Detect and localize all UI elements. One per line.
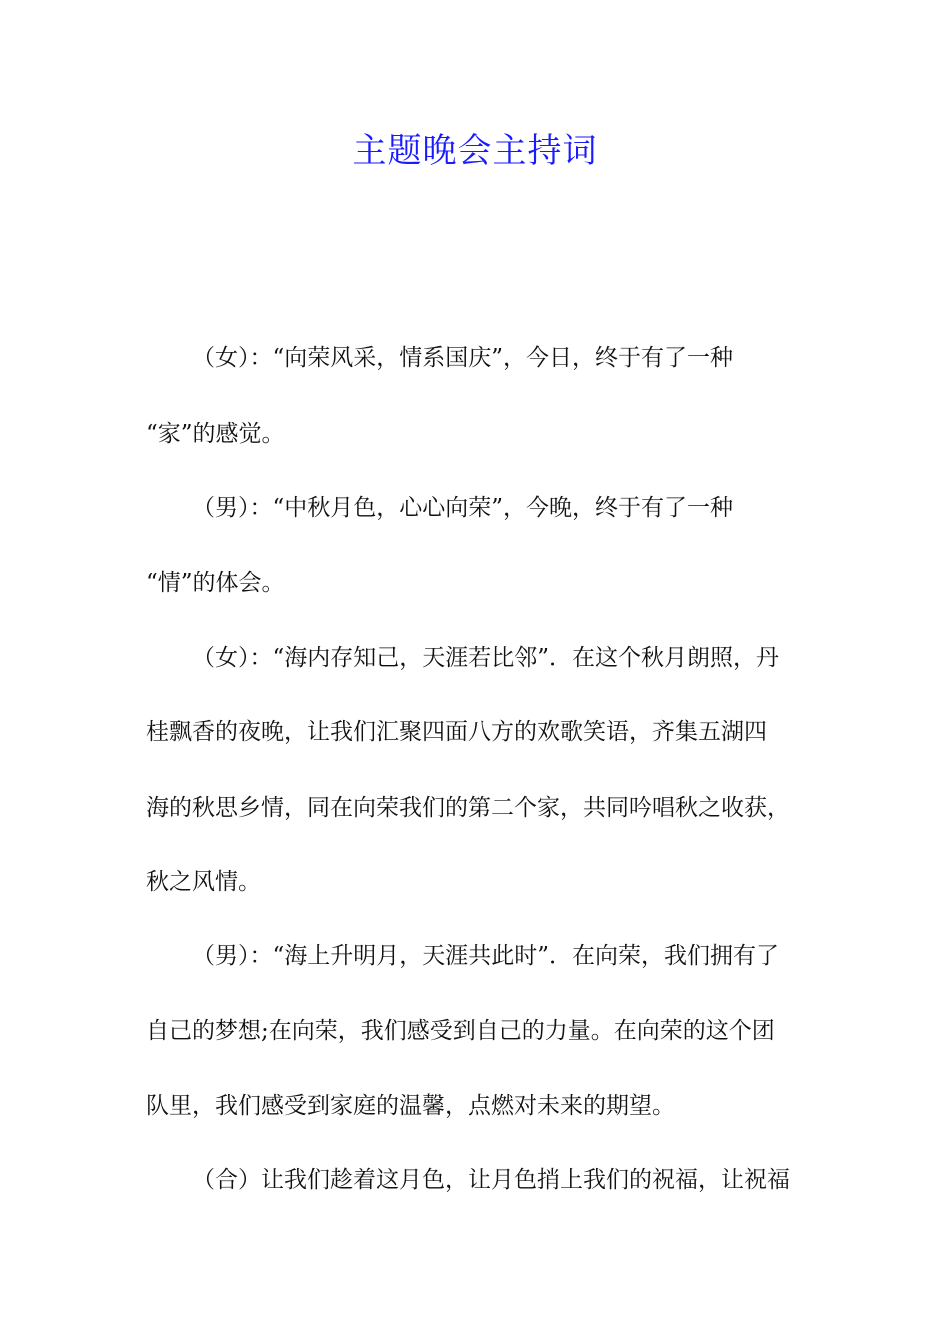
paragraph-line: （合）让我们趁着这月色，让月色捎上我们的祝福，让祝福 [192, 1167, 790, 1193]
paragraph-line: （女）：“向荣风采，情系国庆”，今日，终于有了一种 [192, 345, 734, 371]
paragraph-line: （男）：“海上升明月，天涯共此时”．在向荣，我们拥有了 [192, 943, 780, 969]
paragraph-line: 自己的梦想;在向荣，我们感受到自己的力量。在向荣的这个团 [146, 1018, 775, 1044]
paragraph-line: 桂飘香的夜晚，让我们汇聚四面八方的欢歌笑语，齐集五湖四 [146, 719, 767, 745]
paragraph-line: （女）：“海内存知己，天涯若比邻”．在这个秋月朗照，丹 [192, 645, 780, 671]
paragraph-line: 海的秋思乡情，同在向荣我们的第二个家，共同吟唱秋之收获， [146, 795, 790, 821]
paragraph-line: 队里，我们感受到家庭的温馨，点燃对未来的期望。 [146, 1093, 675, 1119]
paragraph-line: （男）：“中秋月色，心心向荣”，今晚，终于有了一种 [192, 495, 734, 521]
document-title: 主题晚会主持词 [352, 131, 598, 171]
paragraph-line: “家”的感觉。 [146, 421, 285, 447]
paragraph-line: 秋之风情。 [146, 869, 261, 895]
paragraph-line: “情”的体会。 [146, 570, 285, 596]
